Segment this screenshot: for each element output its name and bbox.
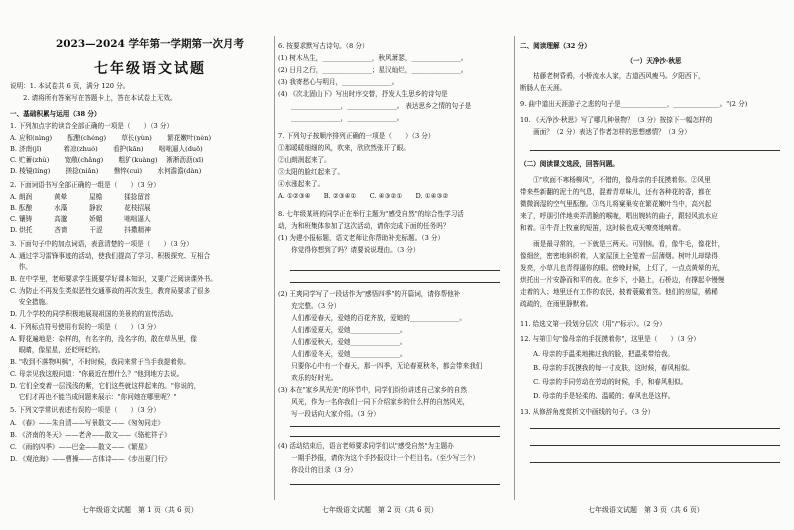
col2-text-line: (2) 日月之行，_______________；星汉灿烂，_______________。 xyxy=(278,66,468,74)
col3-text-line: 烘托出一片安静而和平的夜。在乡下，小路上，石桥边，有撑起伞慢慢 xyxy=(520,276,725,284)
col1-text-line: 2. 请将所有答案写在答题卡上，答在本试卷上无效。 xyxy=(10,94,177,102)
col1-text-line: 说明：1. 本试卷共 6 页，满分 120 分。 xyxy=(10,82,130,90)
col2-text-line: 写一段话向大家介绍。（3 分） xyxy=(278,410,380,418)
col1-text-line: B. 在中学里，老师要求学生既要学好课本知识，又要广泛阅读课外书。 xyxy=(10,275,217,283)
col1-text-line: D. 烘托 吝啬 干涩 抖擞精神 xyxy=(10,226,151,234)
col2-text-line: (4) 《次北固山下》写出时序交替，抒发人生思乡的诗句是 xyxy=(278,90,448,98)
col2-text-line: ②山朗润起来了。 xyxy=(278,156,331,164)
col1-text-line: A. 应和(nìng) 酝酿(chéng) 草长(yùn) 繁花嫩叶(nèn) xyxy=(10,134,212,142)
answer-line[interactable] xyxy=(290,270,500,271)
col1-text-line: B. 《济南的冬天》——老舍——散文——《骆驼祥子》 xyxy=(10,431,171,439)
col2-text-line: ④水涨起来了。 xyxy=(278,180,325,188)
col3-text-line: B. 母亲的手抚摸我的每一寸皮肤，这时候，春风相似。 xyxy=(520,364,694,372)
col1-text-line: 4. 下列标点符号使用有误的一项是（ ）（3 分） xyxy=(10,323,160,331)
col2-text-line: 只要你心中有一个春天，那一四季，无论春夏秋冬，都会带来我们 xyxy=(278,362,483,370)
col1-text-line: A. 朗润 黄晕 屋檐 揉捻留首 xyxy=(10,193,151,201)
col3-text-line: 二、阅读理解（32 分） xyxy=(520,42,591,50)
col1-text-line: A. 《春》——朱自清——写景散文——《匆匆同走》 xyxy=(10,419,165,427)
col1-text-line: C. 镶铸 高邈 娇媚 咄咄逼人 xyxy=(10,215,151,223)
col2-text-line: 人们都爱冬天，爱她_______________。 xyxy=(278,350,407,358)
column-divider xyxy=(514,36,515,500)
col1-text-line: D. 几个学校的同学积极地展现祖国的美景的的宣传活动。 xyxy=(10,310,178,318)
col3-text-line: 13. 从修辞角度赏析文中画线的句子。（3 分） xyxy=(520,408,655,416)
col3-text-line: ①"吹面不寒杨柳风"，不错的，像母亲的手抚摸着你。②风里 xyxy=(520,176,711,184)
col2-text-line: (3) 我寄愁心与明月，_______________。 xyxy=(278,78,399,86)
answer-line[interactable] xyxy=(290,484,500,485)
col1-text-line: C. 母亲见我这般问道："你最近在想什么？"他到地方去说。 xyxy=(10,370,184,378)
col3-text-line: 画面？（2 分）表达了作者怎样的思想感情？（3 分） xyxy=(520,128,691,136)
col2-text-line: 充完整。（3 分） xyxy=(278,302,341,310)
col3-text-line: 12. 与第①句"像母亲的手抚摸着你"，这里是（ ）（3 分） xyxy=(520,335,700,343)
col3-text-line: 雨是最寻常的，一下就是三两天。可别恼。看，像牛毛，像花针， xyxy=(520,240,725,248)
col1-text-line: C. 《雨的四季》——巴金——散文——《繁星》 xyxy=(10,443,151,451)
col1-text-line: 5. 下列文学常识表述有误的一项是（ ）（3 分） xyxy=(10,406,160,414)
col2-text-line: ①那暖暖细细的风，吹来，欣欣然张开了眼。 xyxy=(278,144,410,152)
col1-text-line: 作。 xyxy=(10,263,32,271)
col1-text-line: 安全措施。 xyxy=(10,298,52,306)
col1-text-line: D. 棱镜(líng) 搓捻(niǎn) 憔悴(cuì) 水何澹澹(dàn) xyxy=(10,167,202,175)
col1-text-line: 3. 下面句子中的加点词语，表意清楚的一项是（ ）（3 分） xyxy=(10,240,193,248)
col3-text-line: 9. 曲中道出天涯游子之悲的句子是______________，______________。"(2 分) xyxy=(520,100,748,108)
col1-text-line: A. 通过学习雷锋事迹的活动，使我们提高了学习、积极探究、互相合 xyxy=(10,252,211,260)
col3-text-line: （一）天净沙·秋思 xyxy=(626,57,682,65)
col2-text-line: 人们都爱春天，爱她的百花齐放，爱她的_______________。 xyxy=(278,314,466,322)
col3-text-line: 断肠人在天涯。 xyxy=(520,84,567,92)
col1-text-line: D. 《观沧海》——曹操——古体诗——《步出夏门行》 xyxy=(10,455,171,463)
col1-text-line: B. "收到不落物叫枫"，不时时候，我同来常于当手我提着你。 xyxy=(10,358,190,366)
answer-line[interactable] xyxy=(530,462,780,463)
col2-text-line: 7. 下列句子按顺序排列正确的一项是（ ）（3 分） xyxy=(278,132,435,140)
col2-text-line: _______________，_______________。 xyxy=(278,114,404,122)
col3-text-line: 疏疏的，在雨里静默着。 xyxy=(520,300,593,308)
exam-term: 2023—2024 学年第一学期第一次月考 xyxy=(55,38,245,50)
col2-text-line: 你设计的目录（3 分） xyxy=(278,466,357,474)
col2-text-line: 人们都爱秋天，爱她_______________。 xyxy=(278,338,407,346)
col3-text-line: 微微润湿的空气里酝酿。③鸟儿将窠巢安在繁花嫩叶当中，高兴起 xyxy=(520,200,712,208)
col2-text-line: (2) 王爽同学写了一段话作为"感悟四季"的开篇词，请你帮他补 xyxy=(278,290,461,298)
col3-text-line: D. 母亲的手是轻柔的、温暖的；春风也是这样。 xyxy=(520,392,675,400)
col2-text-line: 风光，作为一名你我们一同下介绍家乡的什么样的自然风光， xyxy=(278,398,470,406)
column-2 xyxy=(278,30,510,504)
col1-text-line: C. 贮蓄(zhù) 宽敞(chǎng) 粗犷(kuàng) 淅淅沥沥(xī) xyxy=(10,156,204,164)
col2-text-line: (4) 活动结束后，语言老师要求同学们以"感受自然"为主题办 xyxy=(278,442,454,450)
col3-text-line: 发亮，小草儿也青得逼你的眼。傍晚时候，上灯了，一点点黄晕的光， xyxy=(520,264,725,272)
col1-text-line: 2. 下面词语书写全部正确的一组是（ ）（3 分） xyxy=(10,181,160,189)
col3-text-line: 和着。④牛背上牧童的短笛，这时候也成天嘹亮地响着。 xyxy=(520,224,685,232)
exam-title: 七年级语文试题 xyxy=(94,61,206,77)
col2-text-line: _______________，_______________。 表达思乡之情的句子是 xyxy=(278,102,472,110)
col2-text-line: 欢乐的好时光。 xyxy=(278,374,338,382)
page-footer-3: 七年级语文试题 第 3 页（共 6 页） xyxy=(588,506,704,514)
col2-text-line: 动，为和班集体参加了这次活动，请你完成下面的任务吗？ xyxy=(278,222,450,230)
page-footer-1: 七年级语文试题 第 1 页（共 6 页） xyxy=(82,506,198,514)
col1-text-line: D. 它们全变着一层浅浅的紫，它们这些就这样起来的。"你说的， xyxy=(10,382,201,390)
col2-text-line: ③太阳的脸红起来了。 xyxy=(278,168,344,176)
col2-text-line: 8. 七年级某班的同学正在举行主题为"感受自然"的综合性学习活 xyxy=(278,210,464,218)
col3-text-line: 10. 《天净沙·秋思》写了哪几种景物？（3 分）按捺下一幅怎样的 xyxy=(520,116,713,124)
column-1 xyxy=(10,30,272,504)
answer-line[interactable] xyxy=(290,282,500,283)
answer-line[interactable] xyxy=(530,428,780,429)
answer-line[interactable] xyxy=(530,445,780,446)
col1-text-line: A. 野花遍地是：杂样的，有名字的，没名字的，散在草丛里，像 xyxy=(10,335,197,343)
col3-text-line: 来了，呼朋引伴地卖弄清脆的喉咙，唱出婉转的曲子，跟轻风流水应 xyxy=(520,212,718,220)
col2-text-line: (1) 为建小报标题，语文老师让你帮助补充标题。（3 分） xyxy=(278,234,445,242)
answer-line[interactable] xyxy=(290,426,500,427)
col2-text-line: (3) 本在"家乡风光美"的环节中，同学们纷纷讲述自己家乡的自然 xyxy=(278,386,467,394)
col1-text-line: B. 济南(jǐ) 着凉(zhuó) 看护(kān) 咄咄逼人(duō) xyxy=(10,145,203,153)
col3-text-line: 枯藤老树昏鸦，小桥流水人家，古道西风瘦马。夕阳西下， xyxy=(520,72,705,80)
page-footer-2: 七年级语文试题 第 2 页（共 6 页） xyxy=(322,506,438,514)
col1-text-line: 它们才再也不能当成问题来展示："你问她在哪里呢？" xyxy=(10,393,177,401)
col3-text-line: 带来些新翻的泥土的气息，混着青草味儿，还有各种花的香，都在 xyxy=(520,188,712,196)
col2-text-line: 人们都爱夏天，爱她_______________。 xyxy=(278,326,407,334)
col1-text-line: 一、基础积累与运用（38 分） xyxy=(10,110,101,118)
col3-text-line: （二）阅读课文选段，回答问题。 xyxy=(520,160,619,168)
col2-text-line: 6. 按要求默写古诗句。（8 分） xyxy=(278,42,369,50)
answer-line[interactable] xyxy=(530,150,780,151)
col2-text-line: 一期手抄报，请你为这个手抄报设计一个栏目名。（至少写三个） xyxy=(278,454,480,462)
col3-text-line: 像细丝，密密地斜织着，人家屋顶上全笼着一层薄烟。树叶儿却绿得 xyxy=(520,252,718,260)
col2-text-line: (1) 树木丛生，_______________，秋风萧瑟，_______________。 xyxy=(278,54,468,62)
col1-text-line: C. 为防止不再发生类似恶性交通事故的再次发生，教育局要求了很多 xyxy=(10,287,211,295)
col1-text-line: 眼睛，像星星，还眨呀眨的。 xyxy=(10,346,105,354)
column-divider xyxy=(274,36,275,500)
col3-text-line: C. 母亲的手同劳动在劳动的时候，手，和春风相似。 xyxy=(520,378,688,386)
col1-text-line: 1. 下列加点字的读音全部正确的一项是（ ）（3 分） xyxy=(10,122,174,130)
column-3 xyxy=(520,30,788,504)
col3-text-line: A. 母亲的手温柔地拂过我的脸，把温柔带给我。 xyxy=(520,350,675,358)
col3-text-line: 走着的人；地里还有工作的农民，披着蓑戴着笠。他们的房屋，稀稀 xyxy=(520,288,718,296)
col1-text-line: B. 酝酿 水藻 静寂 花枝招展 xyxy=(10,204,151,212)
col3-text-line: 11. 给选文第一段划分层次（用"/"标示）。（2 分） xyxy=(520,320,666,328)
col2-text-line: 你觉得你想到了吗？请要说说理由。（3 分） xyxy=(278,246,420,254)
col2-text-line: A. ①②③④ B. ②③④① C. ④③②① D. ①④③② xyxy=(278,192,449,200)
answer-line[interactable] xyxy=(290,436,500,437)
